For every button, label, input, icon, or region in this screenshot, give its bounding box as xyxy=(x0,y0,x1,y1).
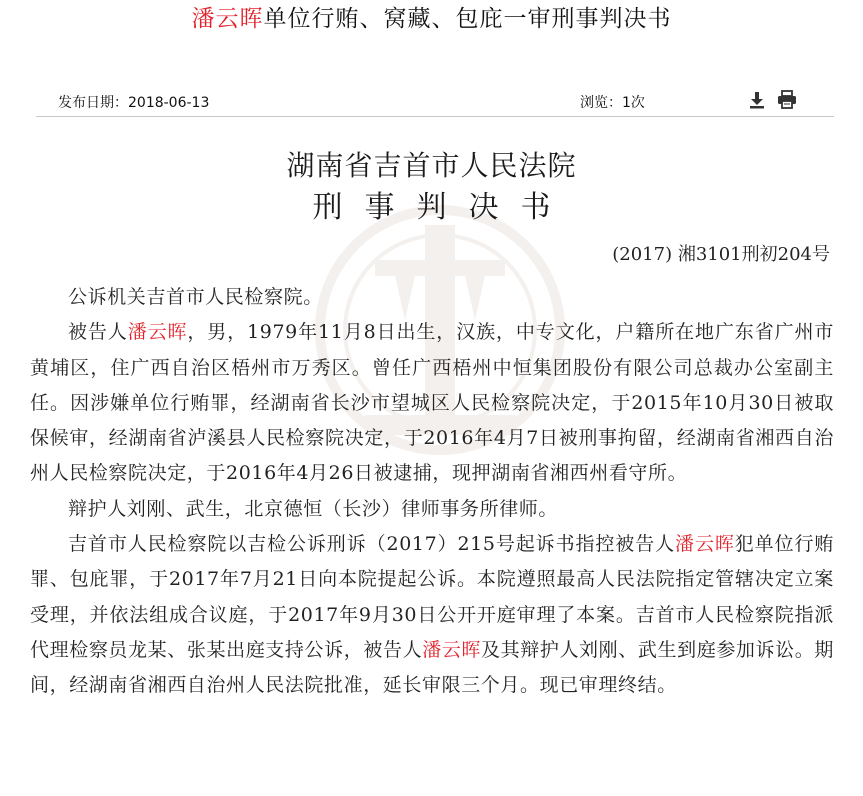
toolbar-icons xyxy=(746,89,798,111)
text-segment: 犯单位行贿罪、包庇罪，于2017年7月21日向本院提起公诉。本院遵照最高人民法院指定管辖决定立案受理，并依法组成合议庭，于2017年9月30日公开开庭审理了本案。吉首市人民检察院指派代理检察员龙某、张某出庭支持公诉，被告人 xyxy=(30,533,834,661)
defendant-name: 潘云晖 xyxy=(675,533,735,556)
judgment-body xyxy=(30,280,834,704)
text-segment: ，男，1979年11月8日出生，汉族，中专文化，户籍所在地广东省广州市黄埔区，住广西自治区梧州市万秀区。曾任广西梧州中恒集团股份有限公司总裁办公室副主任。因涉嫌单位行贿罪，经湖南省长沙市望城区人民检察院决定，于2015年10月30日被取保候审，经湖南省泸溪县人民检察院决定，于2016年4月7日被刑事拘留，经湖南省湘西自治州人民检察院决定，于2016年4月26日被逮捕，现押湖南省湘西州看守所。 xyxy=(30,321,834,485)
text-segment: 吉首市人民检察院以吉检公诉刑诉（2017）215号起诉书指控被告人 xyxy=(68,533,676,556)
court-name: 湖南省吉首市人民法院 xyxy=(286,149,577,182)
download-icon[interactable] xyxy=(746,89,768,111)
text-segment: 被告人 xyxy=(68,321,128,344)
title-rest: 单位行贿、窝藏、包庇一审刑事判决书 xyxy=(263,6,672,32)
defendant-name: 潘云晖 xyxy=(422,638,482,661)
case-number: (2017) 湘3101刑初204号 xyxy=(612,244,830,265)
paragraph-prosecutor: 公诉机关吉首市人民检察院。 xyxy=(68,286,323,308)
printer-icon[interactable] xyxy=(776,89,798,111)
view-count: 浏览：1次 xyxy=(580,95,645,111)
text-segment: 及其辩护人刘刚、武生到庭参加诉讼。期间，经湖南省湘西自治州人民法院批准，延长审限三个月。现已审理终结。 xyxy=(30,638,834,697)
defendant-name: 潘云晖 xyxy=(127,321,188,344)
document-type: 刑事判决书 xyxy=(312,190,573,225)
page-title xyxy=(0,2,863,36)
title-highlight-name: 潘云晖 xyxy=(191,6,264,32)
header-divider xyxy=(36,116,834,117)
paragraph-defense-counsel: 辩护人刘刚、武生，北京德恒（长沙）律师事务所律师。 xyxy=(68,497,559,520)
paragraph-defendant xyxy=(30,315,834,491)
paragraph-procedure xyxy=(30,527,834,703)
meta-bar xyxy=(0,86,863,116)
publish-date: 发布日期：2018-06-13 xyxy=(58,95,210,111)
